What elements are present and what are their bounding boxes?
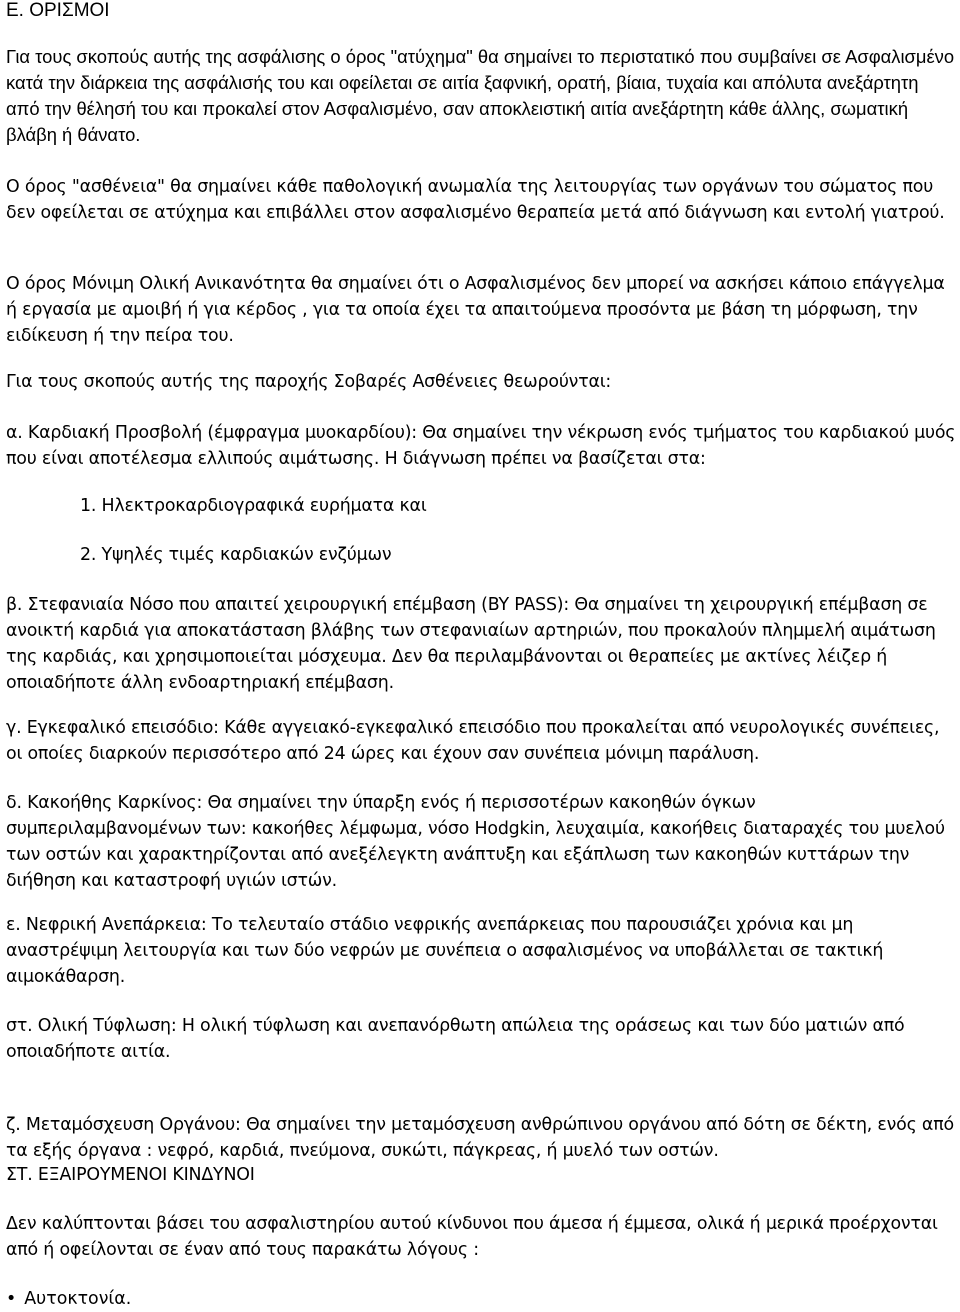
- accident-definition-text: Για τους σκοπούς αυτής της ασφάλισης ο όρος "ατύχημα" θα σημαίνει το περιστατικό που συμβαίνει σε Ασφαλισμένο κατά την διάρκεια της ασφάλισής του και οφείλεται σε αιτία ξαφνική, ορατή, βίαια, τυχαία και απόλυτα ανεξάρτητη από την θέλησή του και προκαλεί στον Ασφαλισμένο, σαν αποκλειστική αιτία ανεξάρτητη κάθε άλλης, σωματική βλάβη ή θάνατο.: [6, 46, 955, 145]
- accident-definition: [6, 44, 956, 148]
- item-stroke-text: γ. Εγκεφαλικό επεισόδιο: Κάθε αγγειακό-εγκεφαλικό επεισόδιο που προκαλείται από νευρολογικές συνέπειες, οι οποίες διαρκούν περισσότερο από 24 ώρες και έχουν σαν συνέπεια μόνιμη παράλυση.: [6, 718, 940, 764]
- item-stroke: [6, 715, 956, 767]
- item-blindness-text: στ. Ολική Τύφλωση: Η ολική τύφλωση και ανεπανόρθωτη απώλεια της οράσεως και των δύο ματιών από οποιαδήποτε αιτία.: [6, 1016, 905, 1062]
- bullet-icon: •: [6, 1289, 17, 1309]
- exclusions-intro-text: Δεν καλύπτονται βάσει του ασφαλιστηρίου αυτού κίνδυνοι που άμεσα ή έμμεσα, ολικά ή μερικά προέρχονται από ή οφείλονται σε έναν από τους παρακάτω λόγους :: [6, 1214, 938, 1260]
- item-bypass-text: β. Στεφανιαία Νόσο που απαιτεί χειρουργική επέμβαση (BY PASS): Θα σημαίνει τη χειρουργική επέμβαση σε ανοικτή καρδιά για αποκατάσταση βλάβης των στεφανιαίων αρτηριών, που προκαλούν πλημμελή αιμάτωση της καρδιάς, και χρησιμοποιείται μόσχευμα. Δεν θα περιλαμβάνονται οι θεραπείες με ακτίνες λέιζερ ή οποιαδήποτε άλλη ενδοαρτηριακή επέμβαση.: [6, 595, 936, 693]
- disability-definition-text: Ο όρος Μόνιμη Ολική Ανικανότητα θα σημαίνει ότι ο Ασφαλισμένος δεν μπορεί να ασκήσει κάποιο επάγγελμα ή εργασία με αμοιβή ή για κέρδος , για τα οποία έχει τα απαιτούμενα προσόντα με βάση τη μόρφωση, την ειδίκευση ή την πείρα του.: [6, 274, 945, 346]
- item-cancer: [6, 790, 956, 894]
- item-blindness: [6, 1013, 956, 1065]
- exclusion-item: [6, 1286, 131, 1312]
- section-e-title: Ε. ΟΡΙΣΜΟΙ: [6, 0, 110, 21]
- item-bypass: [6, 592, 956, 696]
- disability-definition: [6, 271, 956, 349]
- item-cancer-text: δ. Κακοήθης Καρκίνος: Θα σημαίνει την ύπαρξη ενός ή περισσοτέρων κακοηθών όγκων συμπεριλαμβανομένων των: κακοήθες λέμφωμα, νόσο Hodgkin, λευχαιμία, κακοήθεις διαταραχές του μυελού των οστών και χαρακτηρίζονται από ανεξέλεγκτη ανάπτυξη και εξάπλωση των κακοηθών κυττάρων την διήθηση και καταστροφή υγιών ιστών.: [6, 793, 945, 891]
- serious-illness-intro: [6, 369, 956, 395]
- illness-definition: [6, 174, 956, 226]
- item-kidney-failure-text: ε. Νεφρική Ανεπάρκεια: Το τελευταίο στάδιο νεφρικής ανεπάρκειας που παρουσιάζει χρόνια και μη αναστρέψιμη λειτουργία και των δύο νεφρών με συνέπεια ο ασφαλισμένος να υποβάλλεται σε τακτική αιμοκάθαρση.: [6, 915, 884, 987]
- sub-item-enzymes: 2. Υψηλές τιμές καρδιακών ενζύμων: [80, 545, 392, 565]
- item-heart-attack-text: α. Καρδιακή Προσβολή (έμφραγμα μυοκαρδίου): Θα σημαίνει την νέκρωση ενός τμήματος του καρδιακού μυός που είναι αποτέλεσμα ελλιπούς αιμάτωσης. Η διάγνωση πρέπει να βασίζεται στα:: [6, 423, 956, 469]
- serious-illness-intro-text: Για τους σκοπούς αυτής της παροχής Σοβαρές Ασθένειες θεωρούνται:: [6, 372, 612, 392]
- exclusions-intro: [6, 1211, 956, 1263]
- item-transplant-text: ζ. Μεταμόσχευση Οργάνου: Θα σημαίνει την μεταμόσχευση ανθρώπινου οργάνου από δότη σε δέκτη, ενός από τα εξής όργανα : νεφρό, καρδιά, πνεύμονα, συκώτι, πάγκρεας, ή μυελό των οστών.: [6, 1115, 954, 1161]
- section-st-title: ΣΤ. ΕΞΑΙΡΟΥΜΕΝΟΙ ΚΙΝΔΥΝΟΙ: [6, 1165, 255, 1185]
- item-heart-attack: [6, 420, 956, 472]
- illness-definition-text: Ο όρος "ασθένεια" θα σημαίνει κάθε παθολογική ανωμαλία της λειτουργίας των οργάνων του σώματος που δεν οφείλεται σε ατύχημα και επιβάλλει στον ασφαλισμένο θεραπεία μετά από διάγνωση και εντολή γιατρού.: [6, 177, 945, 223]
- item-kidney-failure: [6, 912, 956, 990]
- sub-item-ecg: 1. Ηλεκτροκαρδιογραφικά ευρήματα και: [80, 496, 427, 516]
- item-transplant: [6, 1112, 956, 1164]
- exclusion-item-text: Αυτοκτονία.: [24, 1289, 132, 1309]
